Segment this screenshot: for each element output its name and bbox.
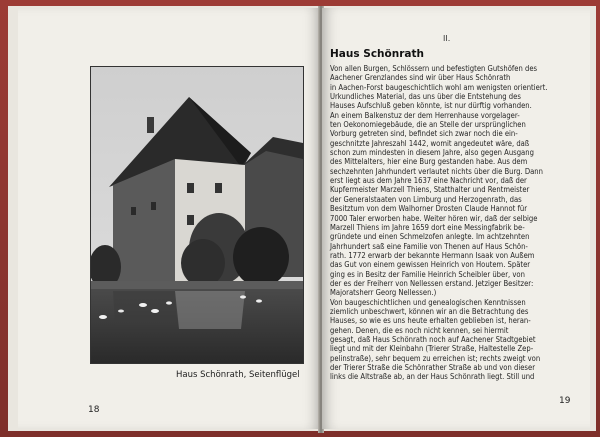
text-line: rath. 1772 erwarb der bekannte Hermann Isaak von Außem [330, 250, 535, 260]
text-line: Majoratsherr Georg Nellessen.) [330, 288, 437, 298]
paragraph-1 [330, 64, 590, 298]
text-line: sechzehnten Jahrhundert verlautet nichts über die Burg. Dann [330, 166, 543, 176]
text-line: links die Altstraße ab, an der Haus Schönrath liegt. Still und [330, 372, 535, 382]
right-page [322, 8, 590, 429]
text-line: des Mittelalters, hier eine Burg gestanden habe. Aus dem [330, 157, 528, 167]
page-number-right: 19 [559, 396, 571, 406]
text-line: Urkundliches Material, das uns über die Entstehung des [330, 92, 521, 102]
text-line: schon zum mindesten in diesem Jahre, also gegen Ausgang [330, 148, 534, 158]
text-line: erst liegt aus dem Jahre 1637 eine Nachricht vor, daß der [330, 176, 527, 186]
text-line: der Trierer Straße die Schönrather Straße ab und von dieser [330, 363, 536, 372]
text-line: Hauses, so wie es uns heute erhalten geblieben ist, heran- [330, 316, 531, 326]
text-line: Aachener Grenzlandes sind wir über Haus Schönrath [330, 73, 511, 83]
photo-caption: Haus Schönrath, Seitenflügel [176, 370, 300, 380]
text-line: der Generalstaaten von Limburg und Herzogenrath, das [330, 194, 522, 204]
text-line: An einem Balkenstuz der dem Herrenhause vorgelager- [330, 110, 520, 120]
paragraph-2 [330, 298, 590, 382]
text-line: Jahrhundert saß eine Familie von Thenen auf Haus Schön- [330, 241, 528, 251]
text-line: in Aachen-Forst baugeschichtlich wohl am wenigsten orientiert. [330, 82, 548, 92]
text-line: gründete und einen Schmelzofen anlegte. Im achtzehnten [330, 232, 530, 242]
text-line: Kupfermeister Marzell Thiens, Statthalter und Rentmeister [330, 185, 530, 195]
text-line: Vorburg getreten sind, befindet sich zwar noch die ein- [330, 129, 518, 139]
castle-photo [90, 66, 304, 364]
text-line: ging es in Besitz der Familie Heinrich Scheibler über, von [330, 269, 525, 279]
text-line: Hauses Aufschluß geben könnte, ist nur dürftig vorhanden. [330, 101, 532, 111]
castle-photo-image [91, 67, 303, 363]
page-number-left: 18 [88, 405, 100, 415]
text-line: ten Oekonomiegebäude, die an Stelle der ursprünglichen [330, 120, 526, 130]
chapter-heading: Haus Schönrath [330, 48, 424, 60]
text-line: das Gut von einem gewissen Heinrich von Houtem. Später [330, 260, 531, 270]
text-line: der es der Freiherr von Nellessen erstand. Jetziger Besitzer: [330, 278, 534, 288]
text-line: pelinstraße), sehr bequem zu erreichen ist; rechts zweigt von [330, 353, 541, 363]
text-line: liegt und mit der Kleinbahn (Trierer Straße, Haltestelle Zep- [330, 344, 534, 354]
left-page [18, 8, 320, 429]
text-line: Besitztum von dem Walhorner Drosten Claude Hannot für [330, 204, 528, 214]
text-line: gehen. Denen, die es noch nicht kennen, sei hiermit [330, 325, 509, 335]
text-line: ziemlich unbeschwert, können wir an die Betrachtung des [330, 306, 529, 316]
text-line: Von allen Burgen, Schlössern und befestigten Gutshöfen des [330, 64, 538, 73]
text-line: geschnitzte Jahreszahl 1442, womit angedeutet wäre, daß [330, 138, 530, 148]
text-line: Von baugeschichtlichen und genealogischen Kenntnissen [330, 297, 526, 307]
text-line: gesagt, daß Haus Schönrath noch auf Aachener Stadtgebiet [330, 334, 536, 344]
body-text [330, 64, 590, 382]
text-line: 7000 Taler erworben habe. Weiter hören wir, daß der selbige [330, 213, 538, 223]
text-line: Marzell Thiens im Jahre 1659 dort eine Messingfabrik be- [330, 222, 525, 232]
section-number: II. [443, 34, 451, 43]
